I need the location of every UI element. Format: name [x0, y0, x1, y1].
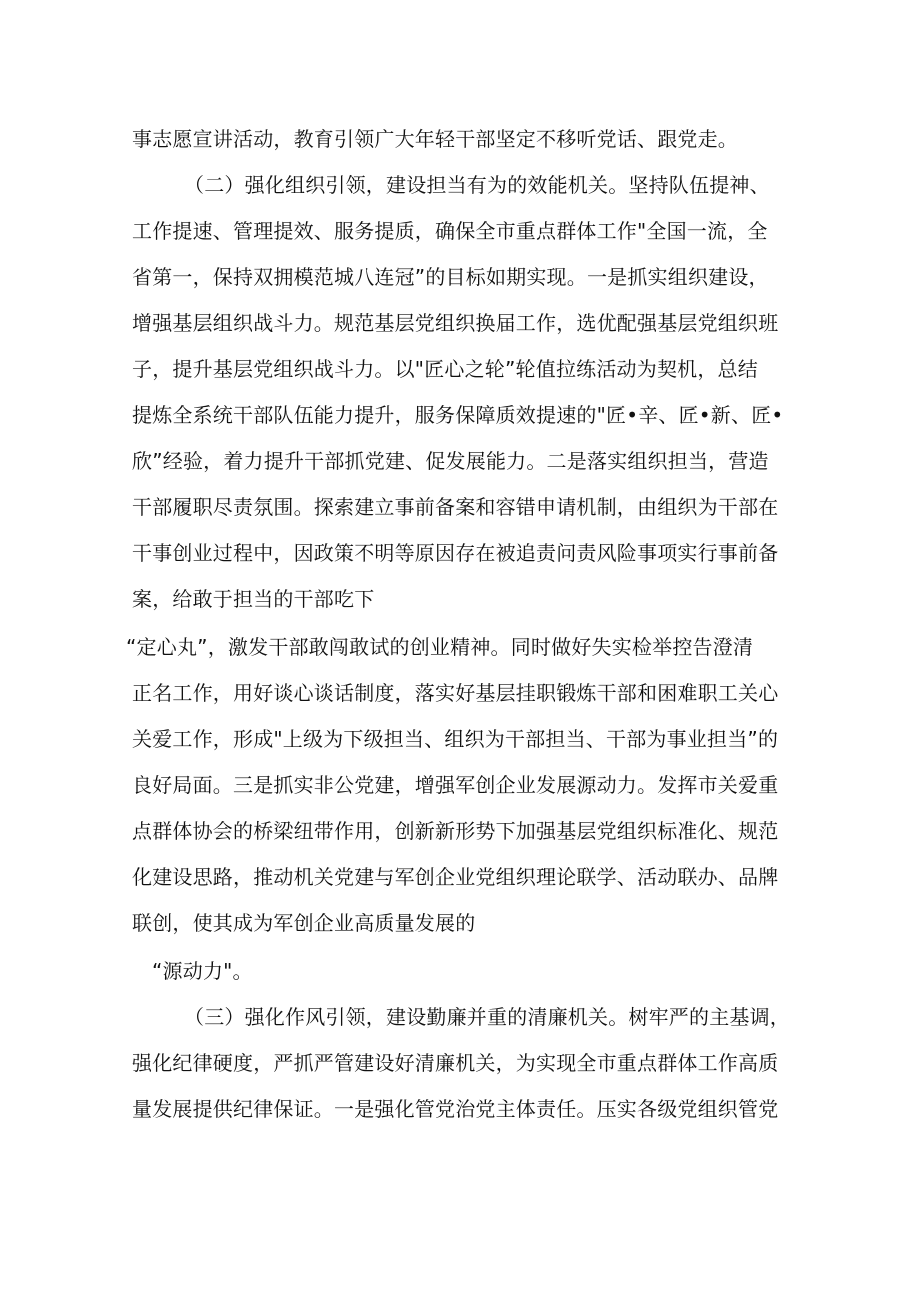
- text-line: 干事创业过程中，因政策不明等原因存在被追责问责风险事项实行事前备: [132, 541, 779, 565]
- text-line: 案，给敢于担当的干部吃下: [132, 587, 375, 611]
- text-line: 联创，使其成为军创企业高质量发展的: [132, 911, 476, 935]
- text-line: “定心丸”，激发干部敢闯敢试的创业精神。同时做好失实检举控告澄清: [126, 635, 754, 659]
- text-line: 事志愿宣讲活动，教育引领广大年轻干部坚定不移听党话、跟党走。: [132, 127, 738, 151]
- text-line: 关爱工作，形成"上级为下级担当、组织为干部担当、干部为事业担当”的: [132, 727, 779, 751]
- text-line: 干部履职尽责氛围。探索建立事前备案和容错申请机制，由组织为干部在: [132, 495, 779, 519]
- text-line: 良好局面。三是抓实非公党建，增强军创企业发展源动力。发挥市关爱重: [132, 773, 779, 797]
- text-line: 强化纪律硬度，严抓严管建设好清廉机关，为实现全市重点群体工作高质: [132, 1051, 779, 1075]
- text-line: 工作提速、管理提效、服务提质，确保全市重点群体工作"全国一流，全: [132, 219, 768, 243]
- text-line: “源动力"。: [152, 959, 253, 983]
- text-line: 提炼全系统干部队伍能力提升，服务保障质效提速的"匠•辛、匠•新、匠•: [132, 403, 784, 427]
- text-line: 量发展提供纪律保证。一是强化管党治党主体责任。压实各级党组织管党: [132, 1097, 779, 1121]
- text-line: 增强基层组织战斗力。规范基层党组织换届工作，选优配强基层党组织班: [132, 311, 779, 335]
- text-line: 省第一，保持双拥模范城八连冠”的目标如期实现。一是抓实组织建设，: [132, 265, 769, 289]
- text-line: 欣”经验，着力提升干部抓党建、促发展能力。二是落实组织担当，营造: [132, 449, 769, 473]
- text-line: 点群体协会的桥梁纽带作用，创新新形势下加强基层党组织标准化、规范: [132, 819, 779, 843]
- text-line: 子，提升基层党组织战斗力。以"匠心之轮”轮值拉练活动为契机，总结: [132, 357, 758, 381]
- text-line: 化建设思路，推动机关党建与军创企业党组织理论联学、活动联办、品牌: [132, 865, 779, 889]
- paragraph-heading-2: （二）强化组织引领，建设担当有为的效能机关。坚持队伍提神、: [184, 173, 770, 197]
- text-line: 正名工作，用好谈心谈话制度，落实好基层挂职锻炼干部和困难职工关心: [132, 681, 779, 705]
- paragraph-heading-3: （三）强化作风引领，建设勤廉并重的清廉机关。树牢严的主基调，: [184, 1005, 790, 1029]
